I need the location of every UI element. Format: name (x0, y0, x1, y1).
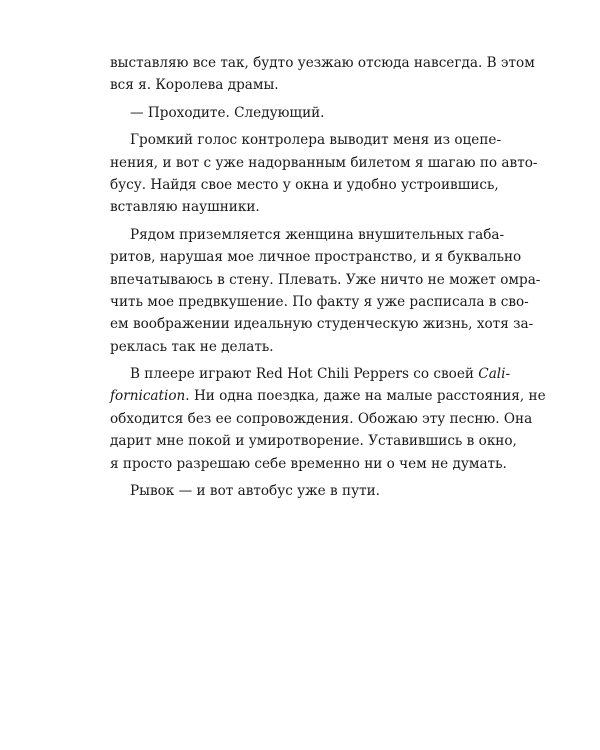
text-line: вся я. Королева драмы. (110, 77, 279, 94)
paragraph (110, 480, 488, 502)
text-line: выставляю все так, будто уезжаю отсюда навсегда. В этом (110, 55, 535, 71)
text-line: ем воображении идеальную студенческую жизнь, хотя за- (110, 316, 534, 333)
text-line: Рывок — и вот автобус уже в пути. (130, 483, 380, 500)
song-title-part: fornication (110, 388, 186, 405)
text-line: Громкий голос контролера выводит меня из оцепе- (130, 132, 502, 149)
text-line (110, 363, 511, 385)
paragraph (110, 102, 488, 124)
text-line: вставляю наушники. (110, 199, 260, 216)
text-line: я просто разрешаю себе временно ни о чем не думать. (110, 455, 507, 472)
text-line: реклась так не делать. (110, 338, 274, 355)
paragraph (110, 129, 538, 219)
paragraph (110, 52, 535, 97)
text-line (110, 385, 546, 407)
text-run: В плеере играют Red Hot Chili Peppers со своей (130, 366, 479, 383)
text-line: Рядом приземляется женщина внушительных габа- (130, 226, 505, 243)
paragraph (110, 363, 546, 475)
text-line: впечатываюсь в стену. Плевать. Уже ничто не может омра- (110, 271, 541, 288)
text-line: нения, и вот с уже надорванным билетом я шагаю по авто- (110, 154, 538, 171)
text-line: обходится без ее сопровождения. Обожаю эту песню. Она (110, 410, 533, 427)
text-line: бусу. Найдя свое место у окна и удобно устроившись, (110, 176, 499, 193)
text-line: дарит мне покой и умиротворение. Уставившись в окно, (110, 433, 517, 450)
paragraph (110, 224, 541, 358)
song-title-part: Cali- (478, 366, 511, 383)
text-line: ритов, нарушая мое личное пространство, и я буквально (110, 249, 522, 266)
page-text (110, 52, 546, 502)
text-run: . Ни одна поездка, даже на малые расстояния, не (185, 388, 546, 405)
text-line: — Проходите. Следующий. (130, 104, 325, 121)
text-line: чить мое предвкушение. По факту я уже расписала в сво- (110, 293, 529, 310)
